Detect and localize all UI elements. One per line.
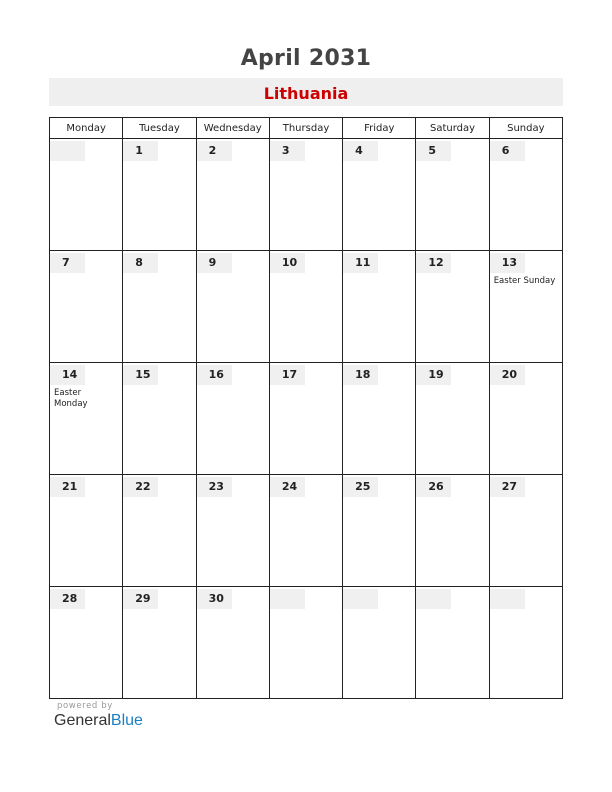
day-number: [50, 141, 85, 161]
brand-logo[interactable]: [54, 712, 143, 730]
event-label: [343, 385, 415, 388]
event-label: [490, 497, 562, 500]
day-cell: [123, 587, 196, 699]
day-number: [416, 589, 451, 609]
day-number: 1: [123, 141, 158, 161]
day-cell: [416, 363, 489, 475]
event-label: [416, 609, 488, 612]
event-label: [197, 497, 269, 500]
week-row: [50, 363, 563, 475]
event-label: [270, 161, 342, 164]
day-cell: [50, 363, 123, 475]
event-label: [416, 161, 488, 164]
day-cell: [123, 251, 196, 363]
page-title: April 2031: [240, 46, 372, 71]
country-banner: [49, 78, 563, 106]
day-cell: [50, 475, 123, 587]
event-label: [343, 273, 415, 276]
day-cell: [196, 363, 269, 475]
day-cell: [489, 587, 562, 699]
day-cell: [416, 251, 489, 363]
day-cell: [196, 475, 269, 587]
week-row: [50, 475, 563, 587]
day-number: 15: [123, 365, 158, 385]
weekday-thursday: Thursday: [269, 118, 342, 139]
day-cell: [50, 251, 123, 363]
event-label: [270, 385, 342, 388]
day-number: 14: [50, 365, 85, 385]
event-label: [50, 161, 122, 164]
day-number: 11: [343, 253, 378, 273]
day-cell: [123, 475, 196, 587]
event-label: [490, 161, 562, 164]
event-label: [50, 497, 122, 500]
day-cell: [196, 587, 269, 699]
event-label: [270, 273, 342, 276]
event-label: [416, 273, 488, 276]
day-cell: [269, 363, 342, 475]
day-number: 12: [416, 253, 451, 273]
day-number: 28: [50, 589, 85, 609]
event-label: [123, 273, 195, 276]
event-label: [197, 385, 269, 388]
day-number: 30: [197, 589, 232, 609]
day-cell: [196, 139, 269, 251]
day-number: 16: [197, 365, 232, 385]
day-number: 5: [416, 141, 451, 161]
week-row: [50, 139, 563, 251]
day-number: 20: [490, 365, 525, 385]
event-label: [490, 385, 562, 388]
powered-by-text: powered by: [57, 701, 113, 711]
day-cell: [343, 587, 416, 699]
event-label: Easter Monday: [54, 388, 88, 409]
event-label: [50, 609, 122, 612]
day-number: [343, 589, 378, 609]
day-number: 10: [270, 253, 305, 273]
day-number: 26: [416, 477, 451, 497]
day-cell: [489, 475, 562, 587]
event-label: [123, 385, 195, 388]
event-label: [343, 161, 415, 164]
day-number: 2: [197, 141, 232, 161]
weekday-friday: Friday: [343, 118, 416, 139]
day-cell: [196, 251, 269, 363]
event-label: [270, 497, 342, 500]
day-number: 21: [50, 477, 85, 497]
weekday-tuesday: Tuesday: [123, 118, 196, 139]
weekday-monday: Monday: [50, 118, 123, 139]
event-label: [416, 497, 488, 500]
day-cell: [269, 139, 342, 251]
day-cell: [416, 475, 489, 587]
week-row: [50, 587, 563, 699]
day-cell: [343, 475, 416, 587]
day-cell: [343, 139, 416, 251]
day-number: 25: [343, 477, 378, 497]
day-number: 3: [270, 141, 305, 161]
event-label: [490, 609, 562, 612]
weekday-header-row: [50, 118, 563, 139]
event-label: [270, 609, 342, 612]
event-label: [343, 609, 415, 612]
calendar-grid: [49, 117, 563, 699]
day-number: 6: [490, 141, 525, 161]
day-cell: [416, 587, 489, 699]
day-cell: [416, 139, 489, 251]
day-number: 29: [123, 589, 158, 609]
event-label: [123, 497, 195, 500]
day-cell: [489, 363, 562, 475]
day-number: 22: [123, 477, 158, 497]
event-label: [197, 161, 269, 164]
event-label: [50, 273, 122, 276]
weekday-wednesday: Wednesday: [196, 118, 269, 139]
day-cell: [50, 587, 123, 699]
day-cell: [343, 251, 416, 363]
day-cell: [123, 363, 196, 475]
event-label: [416, 385, 488, 388]
day-number: 18: [343, 365, 378, 385]
event-label: [123, 161, 195, 164]
day-number: 23: [197, 477, 232, 497]
country-name: Lithuania: [263, 84, 349, 103]
day-cell: [489, 251, 562, 363]
day-number: 9: [197, 253, 232, 273]
event-label: [197, 273, 269, 276]
day-cell: [123, 139, 196, 251]
day-number: 7: [50, 253, 85, 273]
brand-logo-blue: Blue: [110, 712, 143, 729]
day-cell: [489, 139, 562, 251]
event-label: Easter Sunday: [493, 276, 556, 286]
brand-logo-general: General: [54, 712, 111, 729]
day-number: 24: [270, 477, 305, 497]
event-label: [343, 497, 415, 500]
day-cell: [343, 363, 416, 475]
day-number: 27: [490, 477, 525, 497]
event-label: [123, 609, 195, 612]
day-cell: [50, 139, 123, 251]
day-number: [490, 589, 525, 609]
day-number: 8: [123, 253, 158, 273]
event-label: [197, 609, 269, 612]
day-cell: [269, 251, 342, 363]
week-row: [50, 251, 563, 363]
day-number: 19: [416, 365, 451, 385]
day-number: 13: [490, 253, 525, 273]
weekday-saturday: Saturday: [416, 118, 489, 139]
weekday-sunday: Sunday: [489, 118, 562, 139]
day-number: 17: [270, 365, 305, 385]
day-number: 4: [343, 141, 378, 161]
day-cell: [269, 587, 342, 699]
day-cell: [269, 475, 342, 587]
day-number: [270, 589, 305, 609]
